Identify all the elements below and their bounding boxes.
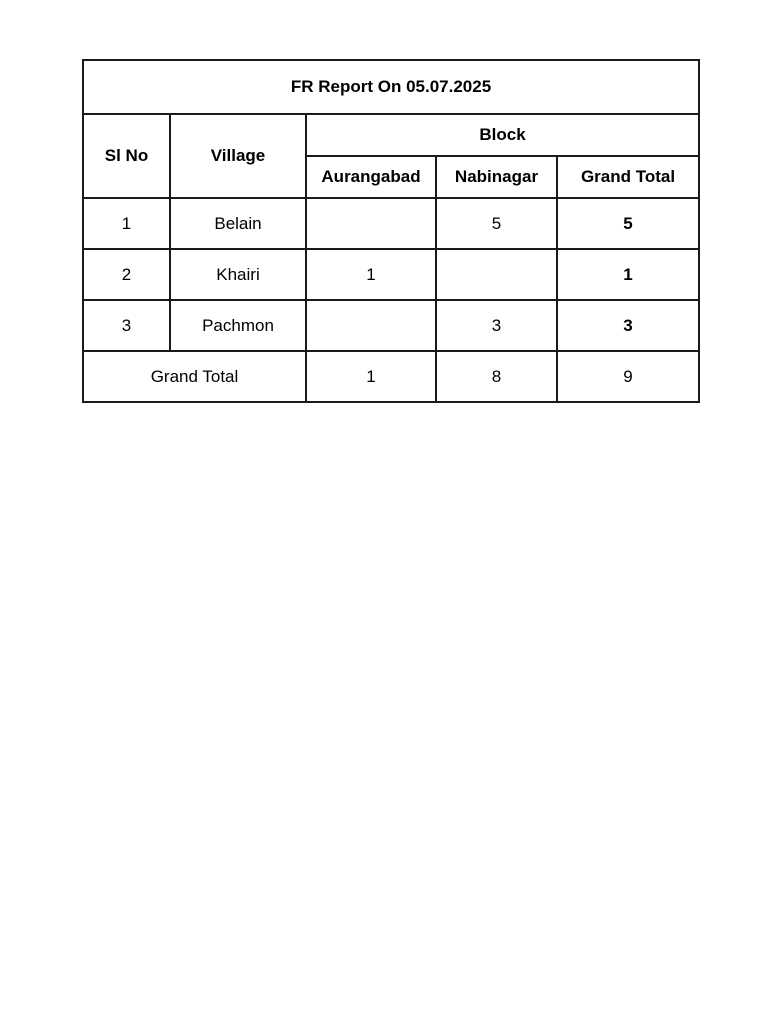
header-village: Village [170, 114, 306, 198]
cell-sl-no: 3 [83, 300, 170, 351]
cell-village: Khairi [170, 249, 306, 300]
grand-total-row [83, 351, 699, 402]
cell-grand-total: 5 [557, 198, 699, 249]
table-row [83, 198, 699, 249]
grand-total-nabinagar: 8 [436, 351, 557, 402]
report-title: FR Report On 05.07.2025 [83, 60, 699, 114]
header-sl-no: Sl No [83, 114, 170, 198]
fr-report-table [82, 59, 700, 403]
cell-grand-total: 3 [557, 300, 699, 351]
header-aurangabad: Aurangabad [306, 156, 436, 198]
table-row [83, 249, 699, 300]
cell-aurangabad [306, 300, 436, 351]
table-row [83, 300, 699, 351]
cell-nabinagar: 3 [436, 300, 557, 351]
grand-total-overall: 9 [557, 351, 699, 402]
header-grand-total: Grand Total [557, 156, 699, 198]
cell-nabinagar: 5 [436, 198, 557, 249]
header-block: Block [306, 114, 699, 156]
header-nabinagar: Nabinagar [436, 156, 557, 198]
cell-aurangabad [306, 198, 436, 249]
cell-village: Belain [170, 198, 306, 249]
cell-aurangabad: 1 [306, 249, 436, 300]
cell-grand-total: 1 [557, 249, 699, 300]
cell-village: Pachmon [170, 300, 306, 351]
grand-total-label: Grand Total [83, 351, 306, 402]
grand-total-aurangabad: 1 [306, 351, 436, 402]
cell-nabinagar [436, 249, 557, 300]
cell-sl-no: 2 [83, 249, 170, 300]
cell-sl-no: 1 [83, 198, 170, 249]
